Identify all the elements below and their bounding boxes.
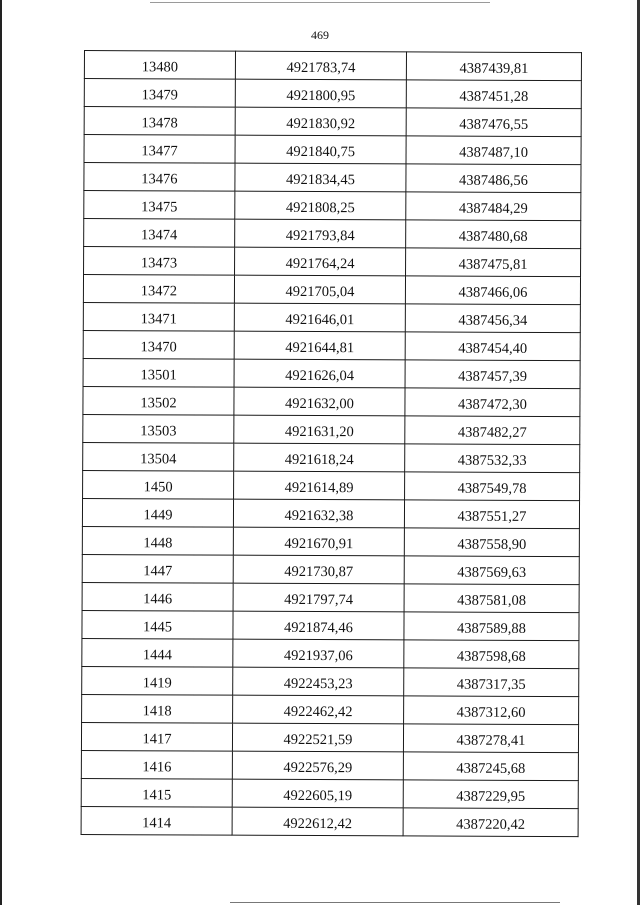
y-coordinate-cell bbox=[405, 360, 580, 389]
point-number-cell bbox=[82, 638, 233, 667]
x-coordinate-text: 4922612,42 bbox=[283, 816, 353, 833]
table-row bbox=[82, 638, 579, 668]
x-coordinate-cell bbox=[232, 807, 403, 836]
x-coordinate-cell bbox=[233, 499, 404, 528]
y-coordinate-cell bbox=[403, 808, 578, 837]
y-coordinate-text: 4387484,29 bbox=[458, 200, 528, 218]
table-row bbox=[84, 107, 581, 137]
point-number-cell bbox=[83, 330, 234, 359]
y-coordinate-cell bbox=[405, 276, 580, 305]
y-coordinate-text: 4387487,10 bbox=[459, 144, 529, 162]
y-coordinate-cell bbox=[406, 80, 581, 109]
table-row bbox=[83, 358, 580, 388]
point-number-cell bbox=[84, 191, 235, 220]
y-coordinate-text: 4387457,39 bbox=[458, 368, 528, 386]
point-number-text: 13476 bbox=[141, 171, 178, 188]
y-coordinate-cell bbox=[406, 136, 581, 165]
coordinates-table bbox=[81, 50, 582, 837]
point-number-text: 1417 bbox=[142, 731, 172, 748]
point-number-text: 13475 bbox=[141, 199, 178, 216]
x-coordinate-text: 4921874,46 bbox=[284, 620, 353, 637]
table-row bbox=[82, 498, 579, 528]
point-number-text: 1415 bbox=[142, 787, 172, 804]
point-number-text: 13472 bbox=[140, 283, 178, 300]
point-number-cell bbox=[84, 219, 235, 248]
x-coordinate-text: 4921830,92 bbox=[286, 116, 356, 133]
y-coordinate-cell bbox=[405, 304, 580, 333]
point-number-cell bbox=[82, 610, 233, 639]
point-number-text: 13471 bbox=[140, 311, 177, 328]
x-coordinate-text: 4921793,84 bbox=[285, 228, 355, 245]
point-number-cell bbox=[83, 358, 234, 387]
y-coordinate-cell bbox=[404, 556, 579, 585]
y-coordinate-text: 4387476,55 bbox=[459, 116, 529, 134]
point-number-cell bbox=[84, 51, 235, 80]
y-coordinate-cell bbox=[403, 780, 578, 809]
y-coordinate-text: 4387278,41 bbox=[456, 732, 526, 750]
point-number-text: 13479 bbox=[141, 87, 178, 104]
table-row bbox=[84, 247, 581, 277]
x-coordinate-text: 4922521,59 bbox=[283, 732, 353, 749]
table-row bbox=[82, 554, 579, 584]
table-row bbox=[83, 386, 580, 416]
point-number-cell bbox=[83, 442, 234, 471]
y-coordinate-text: 4387558,90 bbox=[457, 536, 527, 554]
y-coordinate-cell bbox=[404, 612, 579, 641]
table-row bbox=[84, 219, 581, 249]
y-coordinate-cell bbox=[404, 528, 579, 557]
x-coordinate-cell bbox=[235, 51, 406, 80]
table-row bbox=[81, 722, 578, 752]
x-coordinate-text: 4921834,45 bbox=[285, 172, 355, 189]
x-coordinate-text: 4921764,24 bbox=[285, 256, 355, 273]
y-coordinate-text: 4387451,28 bbox=[459, 88, 529, 106]
scan-top-line bbox=[150, 2, 490, 3]
x-coordinate-cell bbox=[233, 555, 404, 584]
point-number-text: 1444 bbox=[142, 647, 172, 664]
y-coordinate-cell bbox=[404, 640, 579, 669]
table-row bbox=[84, 135, 581, 165]
point-number-cell bbox=[81, 722, 232, 751]
x-coordinate-text: 4921670,91 bbox=[284, 536, 354, 553]
x-coordinate-cell bbox=[233, 667, 404, 696]
point-number-cell bbox=[82, 694, 233, 723]
point-number-cell bbox=[84, 135, 235, 164]
point-number-text: 1446 bbox=[143, 591, 173, 608]
y-coordinate-text: 4387480,68 bbox=[458, 228, 528, 246]
x-coordinate-text: 4921644,81 bbox=[285, 340, 355, 357]
point-number-text: 13470 bbox=[140, 339, 177, 356]
point-number-cell bbox=[83, 386, 234, 415]
x-coordinate-text: 4921632,00 bbox=[284, 396, 354, 413]
y-coordinate-text: 4387317,35 bbox=[456, 676, 526, 694]
x-coordinate-cell bbox=[232, 723, 403, 752]
point-number-text: 13502 bbox=[140, 395, 177, 412]
y-coordinate-cell bbox=[404, 584, 579, 613]
y-coordinate-text: 4387229,95 bbox=[456, 788, 526, 806]
scan-bottom-line bbox=[230, 902, 560, 903]
y-coordinate-text: 4387456,34 bbox=[458, 312, 528, 330]
table-row bbox=[82, 610, 579, 640]
point-number-text: 1418 bbox=[142, 703, 172, 720]
scan-left-edge bbox=[0, 0, 2, 905]
x-coordinate-cell bbox=[235, 135, 406, 164]
table-row bbox=[81, 806, 578, 836]
point-number-cell bbox=[84, 79, 235, 108]
x-coordinate-cell bbox=[235, 107, 406, 136]
point-number-cell bbox=[82, 554, 233, 583]
point-number-cell bbox=[81, 750, 232, 779]
point-number-cell bbox=[84, 163, 235, 192]
x-coordinate-text: 4921840,75 bbox=[286, 144, 356, 161]
x-coordinate-cell bbox=[234, 443, 405, 472]
table-row bbox=[84, 163, 581, 193]
x-coordinate-text: 4921705,04 bbox=[285, 284, 355, 301]
x-coordinate-cell bbox=[235, 219, 406, 248]
x-coordinate-cell bbox=[233, 611, 404, 640]
x-coordinate-text: 4921730,87 bbox=[284, 564, 354, 581]
x-coordinate-text: 4921626,04 bbox=[285, 368, 355, 385]
table-row bbox=[83, 302, 580, 332]
x-coordinate-cell bbox=[234, 331, 405, 360]
x-coordinate-text: 4921618,24 bbox=[284, 452, 354, 469]
x-coordinate-cell bbox=[235, 191, 406, 220]
y-coordinate-cell bbox=[405, 472, 580, 501]
x-coordinate-text: 4921800,95 bbox=[286, 88, 356, 105]
y-coordinate-cell bbox=[406, 248, 581, 277]
y-coordinate-cell bbox=[406, 192, 581, 221]
point-number-cell bbox=[82, 666, 233, 695]
y-coordinate-text: 4387439,81 bbox=[459, 60, 529, 78]
point-number-text: 1450 bbox=[143, 479, 173, 496]
x-coordinate-text: 4921646,01 bbox=[285, 312, 355, 329]
x-coordinate-text: 4921808,25 bbox=[285, 200, 355, 217]
point-number-cell bbox=[84, 247, 235, 276]
coordinates-table-body bbox=[81, 51, 581, 837]
x-coordinate-cell bbox=[235, 79, 406, 108]
y-coordinate-text: 4387551,27 bbox=[457, 508, 527, 526]
point-number-cell bbox=[83, 275, 234, 304]
table-row bbox=[84, 191, 581, 221]
y-coordinate-cell bbox=[405, 444, 580, 473]
point-number-cell bbox=[81, 778, 232, 807]
y-coordinate-text: 4387312,60 bbox=[456, 704, 526, 722]
page-number: 469 bbox=[311, 28, 329, 42]
y-coordinate-text: 4387532,33 bbox=[457, 452, 527, 470]
point-number-text: 13504 bbox=[140, 451, 177, 468]
x-coordinate-cell bbox=[234, 471, 405, 500]
point-number-text: 1448 bbox=[143, 535, 173, 552]
y-coordinate-cell bbox=[406, 52, 581, 81]
y-coordinate-text: 4387475,81 bbox=[458, 256, 528, 274]
x-coordinate-text: 4922462,42 bbox=[283, 704, 353, 721]
x-coordinate-cell bbox=[234, 387, 405, 416]
point-number-cell bbox=[83, 302, 234, 331]
y-coordinate-cell bbox=[403, 752, 578, 781]
y-coordinate-text: 4387598,68 bbox=[456, 648, 526, 666]
table-row bbox=[82, 694, 579, 724]
point-number-text: 1416 bbox=[142, 759, 172, 776]
table-row bbox=[83, 442, 580, 472]
y-coordinate-text: 4387482,27 bbox=[457, 424, 527, 442]
x-coordinate-cell bbox=[233, 695, 404, 724]
table-row bbox=[82, 582, 579, 612]
point-number-text: 13501 bbox=[140, 367, 177, 384]
point-number-cell bbox=[83, 414, 234, 443]
y-coordinate-cell bbox=[405, 332, 580, 361]
x-coordinate-cell bbox=[234, 275, 405, 304]
point-number-cell bbox=[84, 107, 235, 136]
x-coordinate-text: 4922576,29 bbox=[283, 760, 353, 777]
table-row bbox=[83, 414, 580, 444]
x-coordinate-text: 4922453,23 bbox=[283, 676, 353, 693]
x-coordinate-text: 4921632,38 bbox=[284, 508, 354, 525]
x-coordinate-cell bbox=[235, 247, 406, 276]
table-row bbox=[81, 778, 578, 808]
y-coordinate-text: 4387486,56 bbox=[458, 172, 528, 190]
y-coordinate-text: 4387589,88 bbox=[457, 620, 526, 638]
x-coordinate-cell bbox=[235, 163, 406, 192]
table-row bbox=[83, 470, 580, 500]
y-coordinate-cell bbox=[404, 500, 579, 529]
y-coordinate-cell bbox=[406, 108, 581, 137]
x-coordinate-text: 4921797,74 bbox=[284, 592, 354, 609]
point-number-text: 13478 bbox=[141, 115, 178, 132]
table-row bbox=[81, 750, 578, 780]
table-row bbox=[83, 275, 580, 305]
point-number-text: 13473 bbox=[140, 255, 178, 272]
y-coordinate-text: 4387466,06 bbox=[458, 284, 528, 302]
x-coordinate-cell bbox=[233, 527, 404, 556]
y-coordinate-text: 4387454,40 bbox=[458, 340, 528, 358]
x-coordinate-text: 4921631,20 bbox=[284, 424, 354, 441]
table-row bbox=[84, 79, 581, 109]
point-number-text: 1449 bbox=[143, 507, 173, 524]
coordinates-table-container bbox=[81, 50, 578, 837]
point-number-text: 13474 bbox=[141, 227, 178, 244]
y-coordinate-text: 4387472,30 bbox=[457, 396, 527, 414]
table-row bbox=[82, 666, 579, 696]
y-coordinate-cell bbox=[406, 164, 581, 193]
table-row bbox=[83, 330, 580, 360]
y-coordinate-cell bbox=[405, 388, 580, 417]
table-row bbox=[84, 51, 581, 81]
point-number-text: 1414 bbox=[142, 815, 172, 832]
point-number-cell bbox=[82, 526, 233, 555]
x-coordinate-cell bbox=[234, 303, 405, 332]
x-coordinate-text: 4922605,19 bbox=[283, 788, 353, 805]
x-coordinate-cell bbox=[232, 779, 403, 808]
y-coordinate-cell bbox=[404, 696, 579, 725]
y-coordinate-text: 4387569,63 bbox=[457, 564, 527, 582]
x-coordinate-text: 4921937,06 bbox=[283, 648, 353, 665]
y-coordinate-text: 4387220,42 bbox=[456, 816, 526, 834]
y-coordinate-text: 4387245,68 bbox=[456, 760, 526, 778]
y-coordinate-cell bbox=[405, 416, 580, 445]
x-coordinate-cell bbox=[233, 639, 404, 668]
point-number-text: 13480 bbox=[141, 59, 179, 76]
x-coordinate-cell bbox=[234, 415, 405, 444]
point-number-text: 13503 bbox=[140, 423, 177, 440]
point-number-text: 13477 bbox=[141, 143, 178, 160]
x-coordinate-text: 4921614,89 bbox=[284, 480, 354, 497]
y-coordinate-text: 4387581,08 bbox=[457, 592, 527, 610]
point-number-cell bbox=[81, 806, 232, 835]
point-number-cell bbox=[82, 498, 233, 527]
y-coordinate-text: 4387549,78 bbox=[457, 480, 527, 498]
x-coordinate-cell bbox=[232, 751, 403, 780]
point-number-cell bbox=[83, 470, 234, 499]
x-coordinate-text: 4921783,74 bbox=[286, 60, 356, 77]
y-coordinate-cell bbox=[403, 724, 578, 753]
x-coordinate-cell bbox=[234, 359, 405, 388]
point-number-text: 1419 bbox=[142, 675, 172, 692]
y-coordinate-cell bbox=[406, 220, 581, 249]
x-coordinate-cell bbox=[233, 583, 404, 612]
table-row bbox=[82, 526, 579, 556]
y-coordinate-cell bbox=[404, 668, 579, 697]
point-number-text: 1445 bbox=[142, 619, 173, 636]
point-number-cell bbox=[82, 582, 233, 611]
point-number-text: 1447 bbox=[143, 563, 173, 580]
